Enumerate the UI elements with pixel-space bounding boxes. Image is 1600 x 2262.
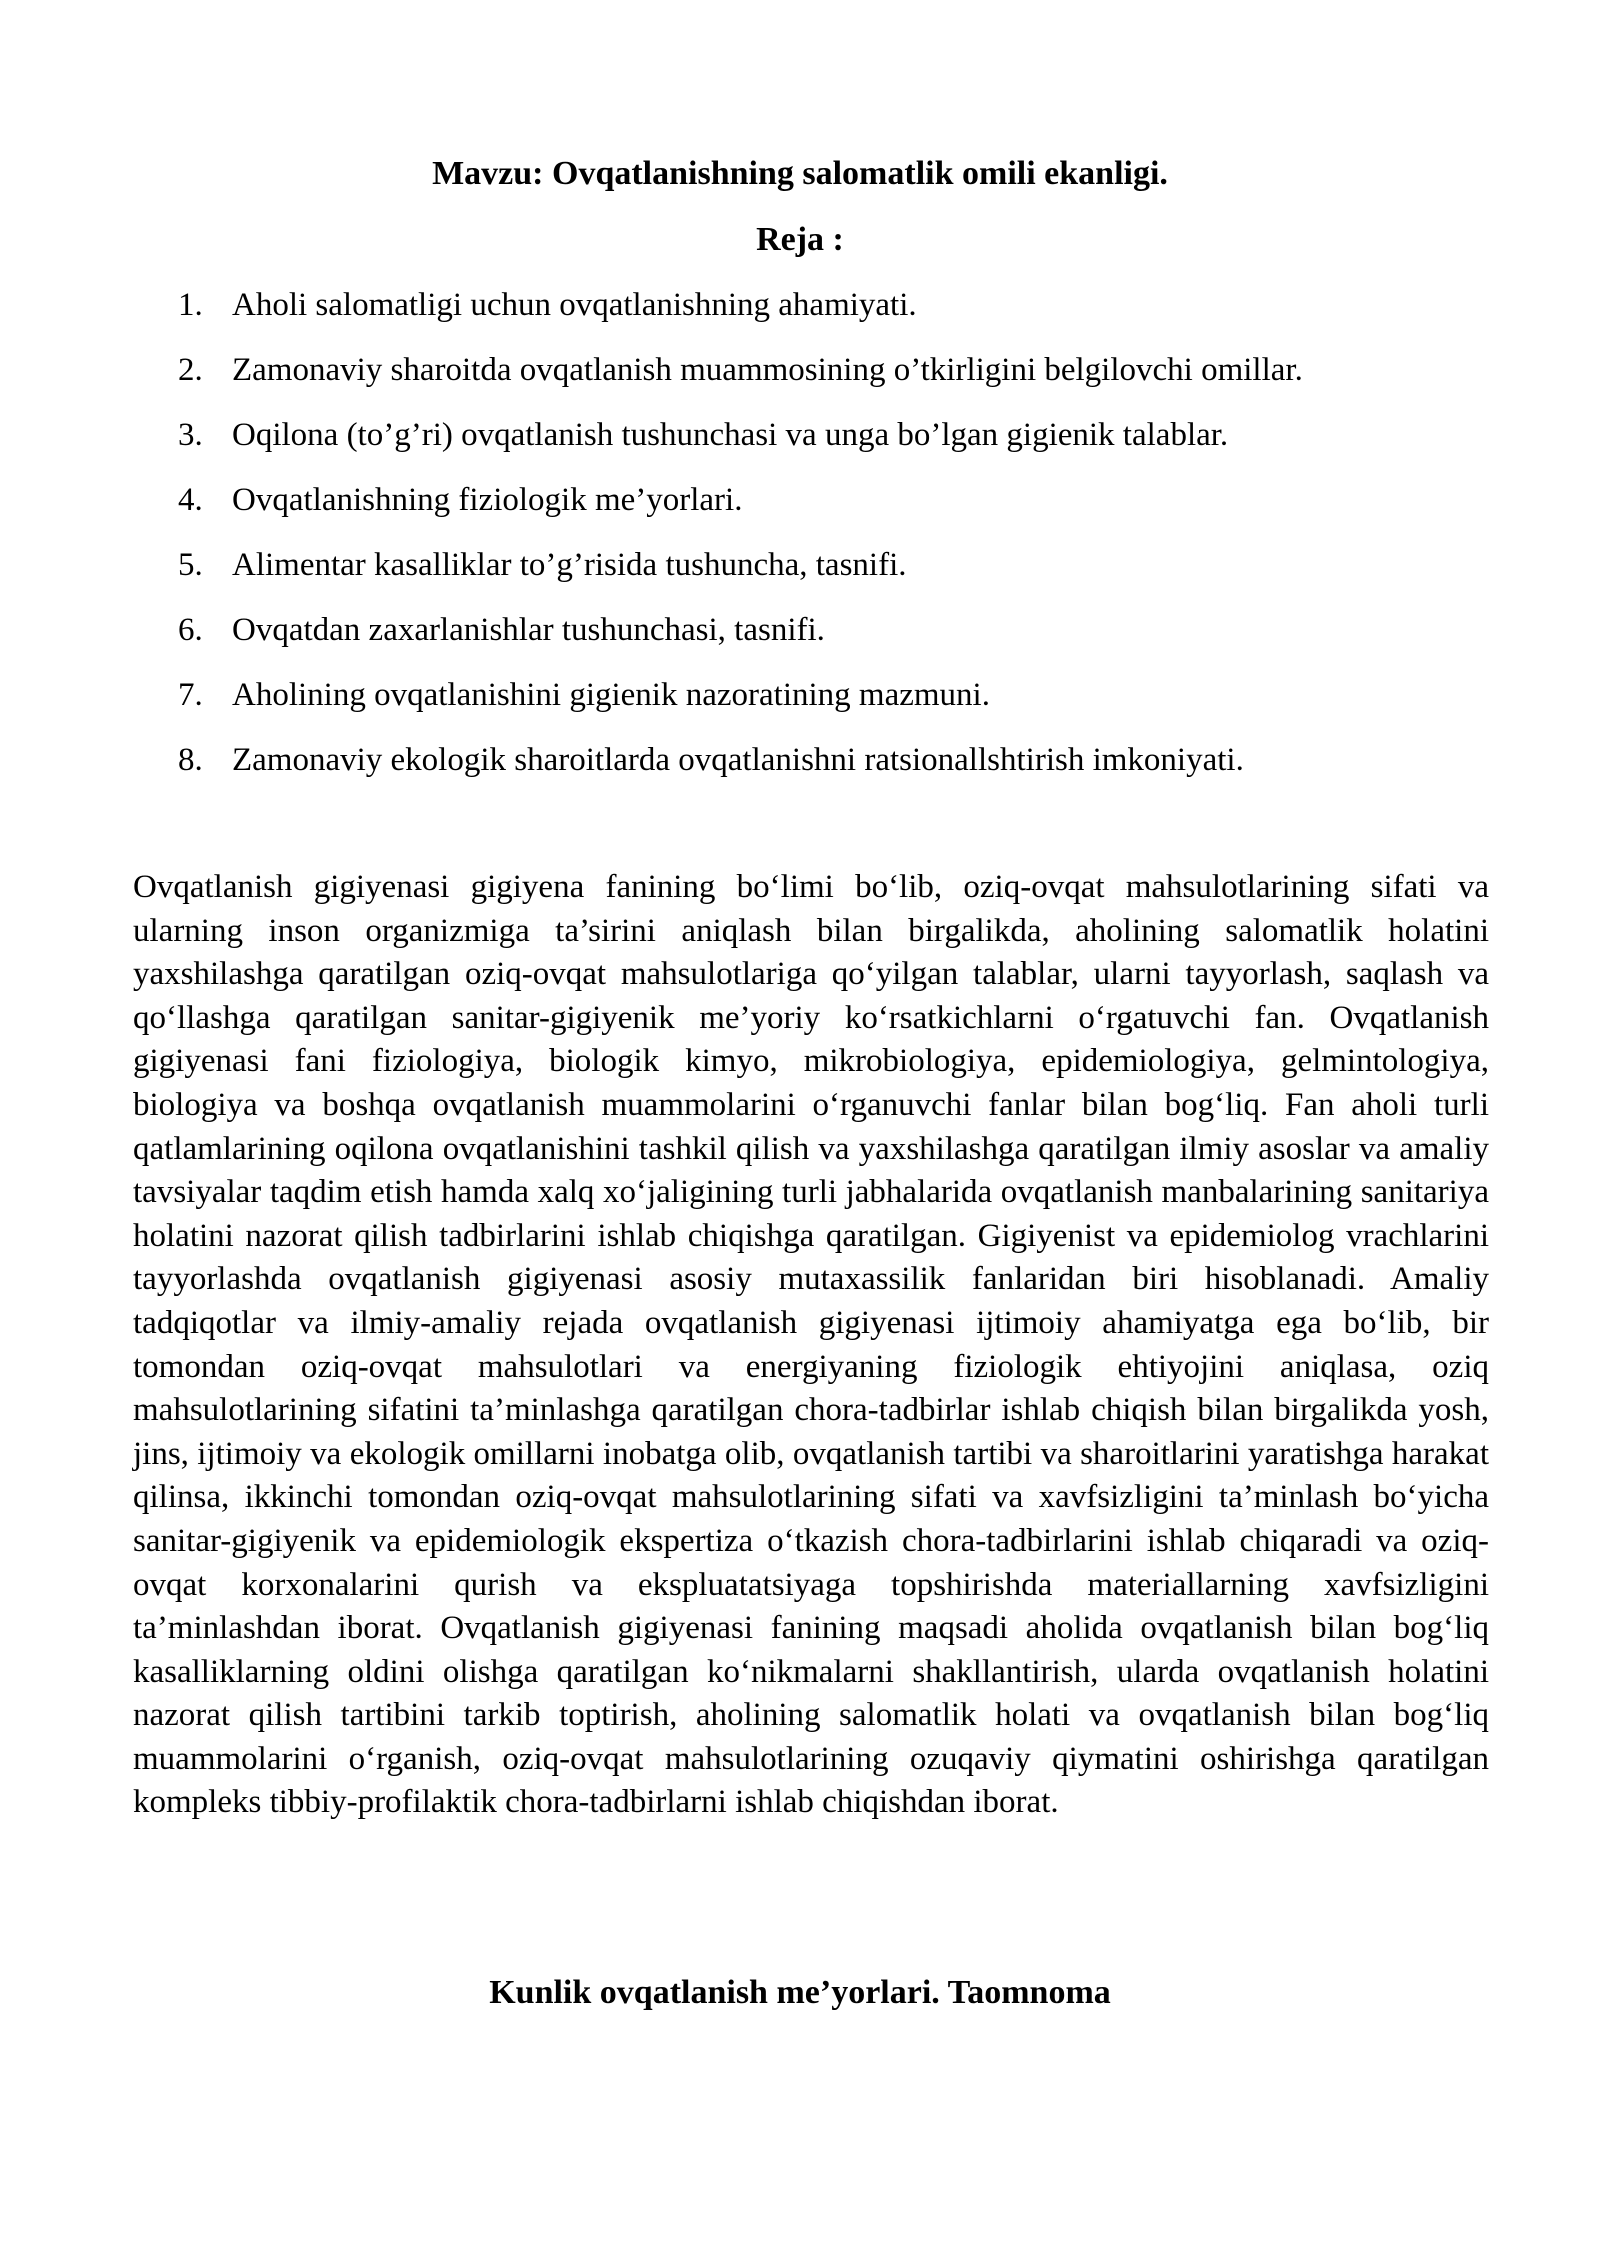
plan-item-text: Zamonaviy sharoitda ovqatlanish muammosining o’tkirligini belgilovchi omillar.: [232, 352, 1303, 388]
plan-list: [178, 283, 1303, 803]
plan-item-text: Ovqatlanishning fiziologik me’yorlari.: [232, 482, 743, 518]
plan-item-text: Alimentar kasalliklar to’g’risida tushuncha, tasnifi.: [232, 547, 907, 583]
plan-item-number: 1.: [178, 287, 203, 323]
plan-item-text: Zamonaviy ekologik sharoitlarda ovqatlanishni ratsionallshtirish imkoniyati.: [232, 742, 1244, 778]
plan-item-text: Aholi salomatligi uchun ovqatlanishning ahamiyati.: [232, 287, 917, 323]
plan-item-text: Aholining ovqatlanishini gigienik nazoratining mazmuni.: [232, 677, 990, 713]
plan-item: [178, 608, 1303, 673]
plan-item-number: 6.: [178, 612, 203, 648]
plan-item: [178, 478, 1303, 543]
plan-item: [178, 738, 1303, 803]
plan-item: [178, 348, 1303, 413]
document-title: Mavzu: Ovqatlanishning salomatlik omili ekanligi.: [432, 155, 1168, 192]
plan-item: [178, 543, 1303, 608]
plan-item-number: 3.: [178, 417, 203, 453]
body-paragraph: Ovqatlanish gigiyenasi gigiyena fanining bo‘limi bo‘lib, oziq-ovqat mahsulotlarining sifati va ularning inson organizmiga ta’sirini aniqlash bilan birgalikda, aholining salomatlik holatini yaxshilashga qaratilgan oziq-ovqat mahsulotlariga qo‘yilgan talablar, ularni tayyorlash, saqlash va qo‘llashga qaratilgan sanitar-gigiyenik me’yoriy ko‘rsatkichlarni o‘rgatuvchi fan. Ovqatlanish gigiyenasi fani fiziologiya, biologik kimyo, mikrobiologiya, epidemiologiya, gelmintologiya, biologiya va boshqa ovqatlanish muammolarini o‘rganuvchi fanlar bilan bog‘liq. Fan aholi turli qatlamlarining oqilona ovqatlanishini tashkil qilish va yaxshilashga qaratilgan ilmiy asoslar va amaliy tavsiyalar taqdim etish hamda xalq xo‘jaligining turli jabhalarida ovqatlanish manbalarining sanitariya holatini nazorat qilish tadbirlarini ishlab chiqishga qaratilgan. Gigiyenist va epidemiolog vrachlarini tayyorlashda ovqatlanish gigiyenasi asosiy mutaxassilik fanlaridan biri hisoblanadi. Amaliy tadqiqotlar va ilmiy-amaliy rejada ovqatlanish gigiyenasi ijtimoiy ahamiyatga ega bo‘lib, bir tomondan oziq-ovqat mahsulotlari va energiyaning fiziologik ehtiyojini aniqlasa, oziq mahsulotlarining sifatini ta’minlashga qaratilgan chora-tadbirlar ishlab chiqish bilan birgalikda yosh, jins, ijtimoiy va ekologik omillarni inobatga olib, ovqatlanish tartibi va sharoitlarini yaratishga harakat qilinsa, ikkinchi tomondan oziq-ovqat mahsulotlarining sifati va xavfsizligini ta’minlash bo‘yicha sanitar-gigiyenik va epidemiologik ekspertiza o‘tkazish chora-tadbirlarini ishlab chiqaradi va oziq-ovqat korxonalarini qurish va ekspluatatsiyaga topshirishda materiallarning xavfsizligini ta’minlashdan iborat. Ovqatlanish gigiyenasi fanining maqsadi aholida ovqatlanish bilan bog‘liq kasalliklarning oldini olishga qaratilgan ko‘nikmalarni shakllantirish, ularda ovqatlanish holatini nazorat qilish tartibini tarkib toptirish, aholining salomatlik holati va ovqatlanish bilan bog‘liq muammolarini o‘rganish, oziq-ovqat mahsulotlarining ozuqaviy qiymatini oshirishga qaratilgan kompleks tibbiy-profilaktik chora-tadbirlarni ishlab chiqishdan iborat.: [133, 869, 1489, 1821]
plan-item: [178, 283, 1303, 348]
plan-item: [178, 673, 1303, 738]
plan-item-number: 5.: [178, 547, 203, 583]
plan-item-number: 2.: [178, 352, 203, 388]
plan-item: [178, 413, 1303, 478]
plan-item-number: 4.: [178, 482, 203, 518]
plan-item-number: 8.: [178, 742, 203, 778]
section-heading: Kunlik ovqatlanish me’yorlari. Taomnoma: [489, 1974, 1111, 2011]
plan-item-number: 7.: [178, 677, 203, 713]
plan-item-text: Oqilona (to’g’ri) ovqatlanish tushunchasi va unga bo’lgan gigienik talablar.: [232, 417, 1229, 453]
plan-heading: Reja :: [756, 221, 844, 258]
plan-item-text: Ovqatdan zaxarlanishlar tushunchasi, tasnifi.: [232, 612, 825, 648]
